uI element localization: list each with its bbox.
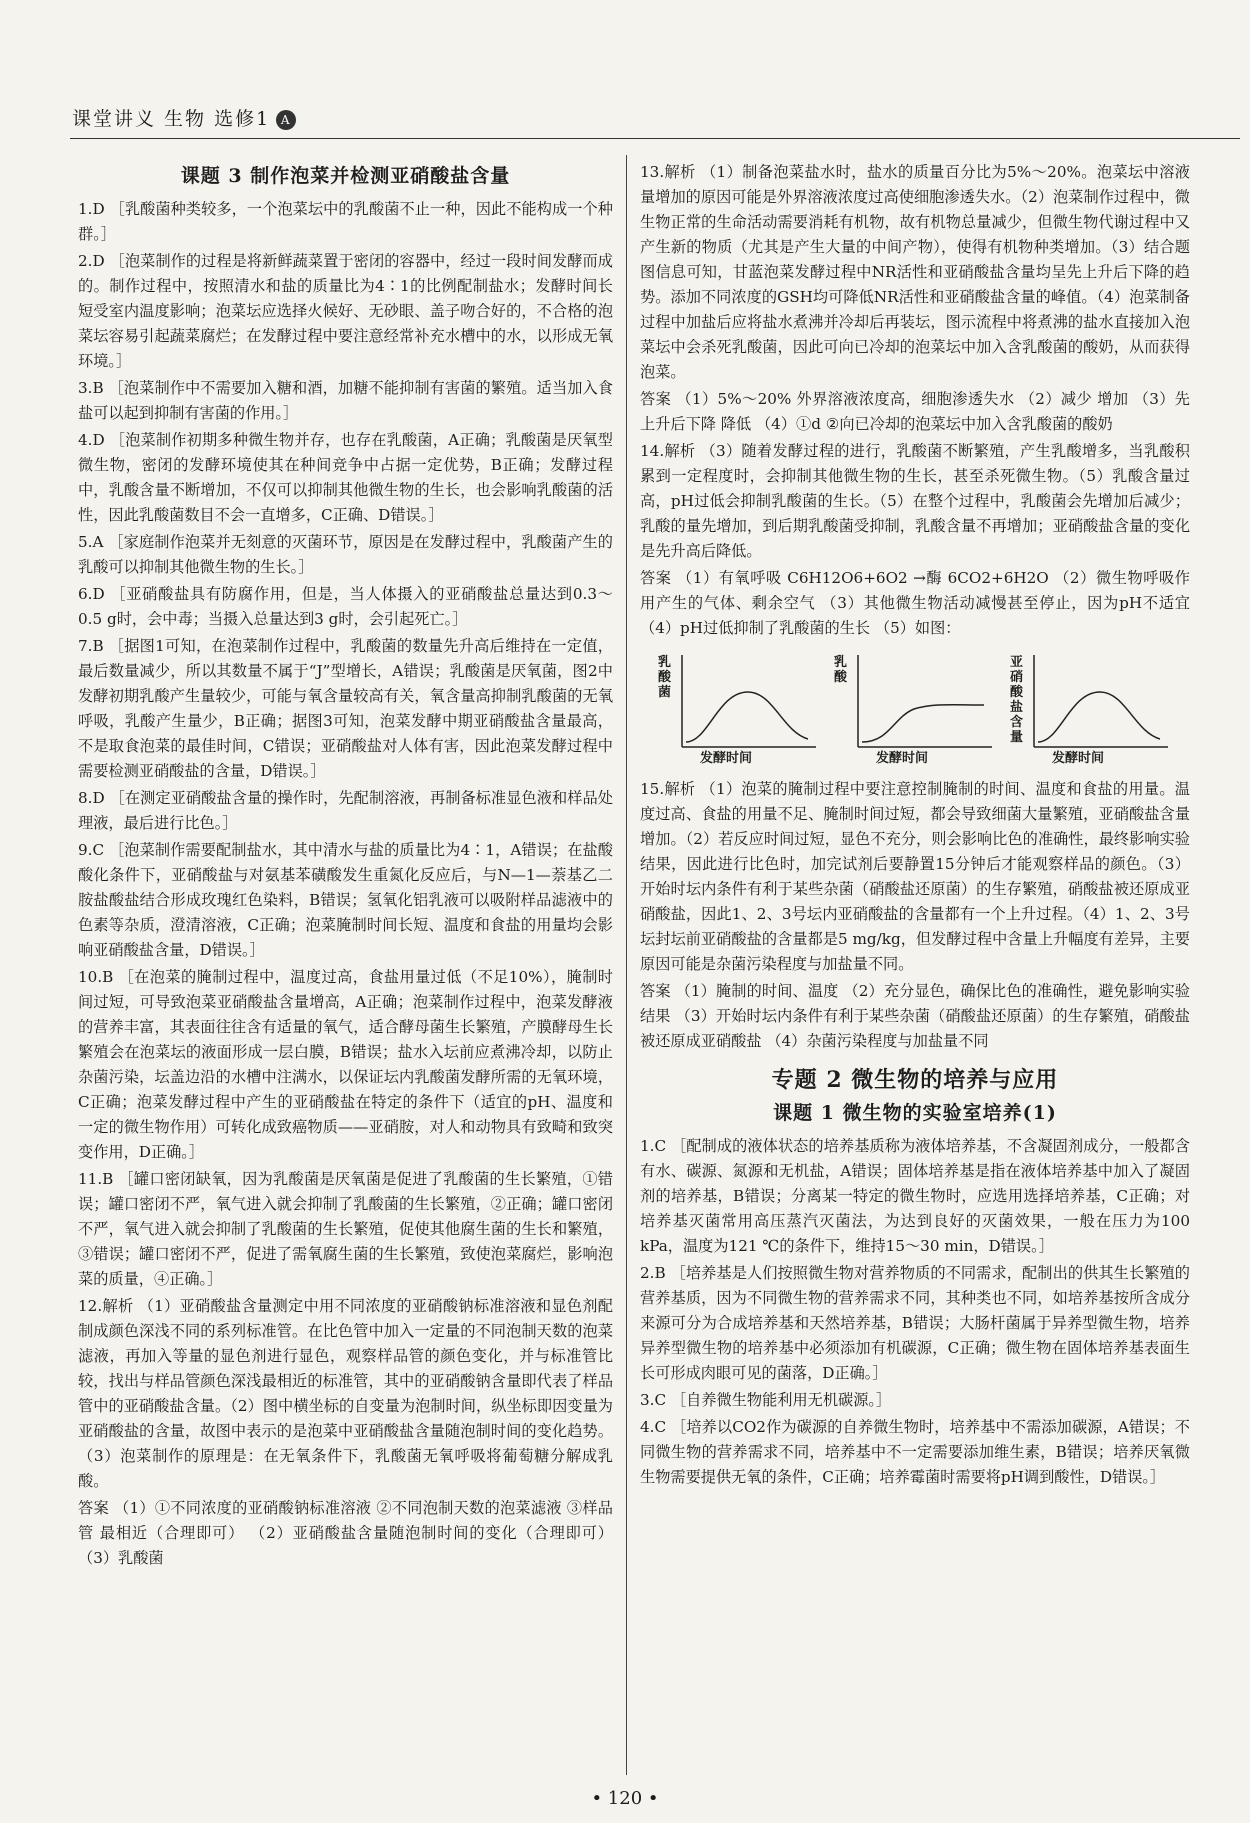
graph-xlabel: 发酵时间 bbox=[876, 751, 929, 766]
answer-item: 14.解析 （3）随着发酵过程的进行，乳酸菌不断繁殖，产生乳酸增多，当乳酸积累到一定程度时，会抑制其他微生物的生长，甚至杀死微生物。（5）乳酸含量过高，pH过低会抑制乳酸菌的生长。（5）在整个过程中，乳酸菌会先增加后减少；乳酸的量先增加，到后期乳酸菌受抑制，乳酸含量不再增加；亚硝酸盐含量的变化是先升高后降低。 bbox=[640, 442, 1190, 560]
answer-item: 2.B ［培养基是人们按照微生物对营养物质的不同需求，配制出的供其生长繁殖的营养基质，因为不同微生物的营养需求不同，其种类也不同，如培养基按所含成分来源可分为合成培养基和天然培养基，B错误；大肠杆菌属于异养型微生物，培养异养型微生物的培养基中必须添加有机碳源，C正确；微生物在固体培养基表面生长可形成肉眼可见的菌落，D正确。］ bbox=[640, 1264, 1190, 1382]
answer-item: 10.B ［在泡菜的腌制过程中，温度过高，食盐用量过低（不足10%），腌制时间过短，可导致泡菜亚硝酸盐含量增高，A正确；泡菜制作过程中，泡菜发酵液的营养丰富，其表面往往含有适量的氧气，适合酵母菌生长繁殖，产膜酵母生长繁殖会在泡菜坛的液面形成一层白膜，B错误；盐水入坛前应煮沸冷却，以防止杂菌污染，坛盖边沿的水槽中注满水，以保证坛内乳酸菌发酵所需的无氧环境，C正确；泡菜发酵过程中产生的亚硝酸盐在特定的条件下（适宜的pH、温度和一定的微生物作用）可转化成致癌物质——亚硝胺，对人和动物具有致畸和致突变作用，D正确。］ bbox=[78, 968, 613, 1161]
answer-item: 答案 （1）有氧呼吸 C6H12O6+6O2 →酶 6CO2+6H2O （2）微生物呼吸作用产生的气体、剩余空气 （3）其他微生物活动减慢甚至停止，因为pH不适宜 （4）pH过低抑制了乳酸菌的生长 （5）如图： bbox=[640, 569, 1190, 637]
answer-item: 答案 （1）①不同浓度的亚硝酸钠标准溶液 ②不同泡制天数的泡菜滤液 ③样品管 最相近（合理即可） （2）亚硝酸盐含量随泡制时间的变化（合理即可） （3）乳酸菌 bbox=[78, 1499, 613, 1567]
graph-axes bbox=[834, 647, 994, 757]
answer-item: 答案 （1）腌制的时间、温度 （2）充分显色，确保比色的准确性，避免影响实验结果 （3）开始时坛内条件有利于某些杂菌（硝酸盐还原菌）的生存繁殖，硝酸盐被还原成亚硝酸盐 （4）杂菌污染程度与加盐量不同 bbox=[640, 982, 1190, 1050]
sketch-graph bbox=[834, 647, 994, 767]
graph-ylabel: 乳酸菌 bbox=[658, 655, 672, 700]
sketch-graph bbox=[658, 647, 818, 767]
answer-item: 2.D ［泡菜制作的过程是将新鲜蔬菜置于密闭的容器中，经过一段时间发酵而成的。制作过程中，按照清水和盐的质量比为4∶1的比例配制盐水；发酵时间长短受室内温度影响；泡菜坛应选择火候好、无砂眼、盖子吻合好的，不合格的泡菜坛容易引起蔬菜腐烂；在发酵过程中要注意经常补充水槽中的水，以形成无氧环境。］ bbox=[78, 252, 613, 370]
answer-item: 6.D ［亚硝酸盐具有防腐作用，但是，当人体摄入的亚硝酸盐总量达到0.3～0.5 g时，会中毒；当摄入总量达到3 g时，会引起死亡。］ bbox=[78, 585, 613, 628]
header-text: 课堂讲义 生物 选修1 bbox=[72, 108, 271, 130]
answer-item: 3.B ［泡菜制作中不需要加入糖和酒，加糖不能抑制有害菌的繁殖。适当加入食盐可以起到抑制有害菌的作用。］ bbox=[78, 379, 613, 422]
graph-ylabel: 亚硝酸盐含量 bbox=[1010, 655, 1024, 745]
answer-item: 13.解析 （1）制备泡菜盐水时，盐水的质量百分比为5%～20%。泡菜坛中溶液量增加的原因可能是外界溶液浓度过高使细胞渗透失水。（2）泡菜制作过程中，微生物正常的生命活动需要消耗有机物，故有机物总量减少，但微生物代谢过程中又产生新的物质（尤其是产生大量的中间产物），使得有机物种类增加。（3）结合题图信息可知，甘蓝泡菜发酵过程中NR活性和亚硝酸盐含量均呈先上升后下降的趋势。添加不同浓度的GSH均可降低NR活性和亚硝酸盐含量的峰值。（4）泡菜制备过程中加盐后应将盐水煮沸并冷却后再装坛，图示流程中将煮沸的盐水直接加入泡菜坛中会杀死乳酸菌，因此可向已冷却的泡菜坛中加入含乳酸菌的酸奶，从而获得泡菜。 bbox=[640, 163, 1190, 381]
left-column bbox=[78, 160, 613, 1573]
answer-item: 15.解析 （1）泡菜的腌制过程中要注意控制腌制的时间、温度和食盐的用量。温度过高、食盐的用量不足、腌制时间过短，都会导致细菌大量繁殖，亚硝酸盐含量增加。（2）若反应时间过短，显色不充分，则会影响比色的准确性，最终影响实验结果，因此进行比色时，加完试剂后要静置15分钟后才能观察样品的颜色。（3）开始时坛内条件有利于某些杂菌（硝酸盐还原菌）的生存繁殖，硝酸盐被还原成亚硝酸盐，因此1、2、3号坛内亚硝酸盐的含量都有一个上升过程。（4）1、2、3号坛封坛前亚硝酸盐的含量都是5 mg/kg，但发酵过程中含量上升幅度有差异，主要原因可能是杂菌污染程度与加盐量不同。 bbox=[640, 780, 1190, 973]
answer-item: 1.C ［配制成的液体状态的培养基质称为液体培养基，不含凝固剂成分，一般都含有水、碳源、氮源和无机盐，A错误；固体培养基是指在液体培养基中加入了凝固剂的培养基，B错误；分离某一特定的微生物时，应选用选择培养基，C正确；对培养基灭菌常用高压蒸汽灭菌法，为达到良好的灭菌效果，一般在压力为100 kPa，温度为121 ℃的条件下，维持15～30 min，D错误。］ bbox=[640, 1137, 1190, 1255]
graph-ylabel: 乳酸 bbox=[834, 655, 848, 685]
answer-item: 11.B ［罐口密闭缺氧，因为乳酸菌是厌氧菌是促进了乳酸菌的生长繁殖，①错误；罐口密闭不严，氧气进入就会抑制了乳酸菌的生长繁殖，②正确；罐口密闭不严，氧气进入就会抑制了乳酸菌的生长繁殖，促使其他腐生菌的生长和繁殖，③错误；罐口密闭不严，促进了需氧腐生菌的生长繁殖，致使泡菜腐烂，影响泡菜的质量，④正确。］ bbox=[78, 1170, 613, 1288]
sketch-graph bbox=[1010, 647, 1170, 767]
left-section-title: 课题 3 制作泡菜并检测亚硝酸盐含量 bbox=[180, 165, 511, 187]
answer-item: 12.解析 （1）亚硝酸盐含量测定中用不同浓度的亚硝酸钠标准溶液和显色剂配制成颜色深浅不同的系列标准管。在比色管中加入一定量的不同泡制天数的泡菜滤液，再加入等量的显色剂进行显色，观察样品管的颜色变化，并与标准管比较，找出与样品管颜色深浅最相近的标准管，其中的亚硝酸钠含量即代表了样品管中的亚硝酸盐含量。（2）图中横坐标的自变量为泡制时间，纵坐标即因变量为亚硝酸盐的含量，故图中表示的是泡菜中亚硝酸盐含量随泡制时间的变化趋势。（3）泡菜制作的原理是：在无氧条件下，乳酸菌无氧呼吸将葡萄糖分解成乳酸。 bbox=[78, 1297, 613, 1490]
answer-item: 7.B ［据图1可知，在泡菜制作过程中，乳酸菌的数量先升高后维持在一定值，最后数量减少，所以其数量不属于“J”型增长，A错误；乳酸菌是厌氧菌，图2中发酵初期乳酸产生量较少，可能与氧含量较高有关，氧含量高抑制乳酸菌的无氧呼吸，乳酸产生量少，B正确；据图3可知，泡菜发酵中期亚硝酸盐含量最高，不是取食泡菜的最佳时间，C错误；亚硝酸盐对人体有害，因此泡菜发酵过程中需要检测亚硝酸盐的含量，D错误。］ bbox=[78, 637, 613, 780]
answer-item: 4.D ［泡菜制作初期多种微生物并存，也存在乳酸菌，A正确；乳酸菌是厌氧型微生物，密闭的发酵环境使其在种间竞争中占据一定优势，B正确；发酵过程中，乳酸含量不断增加，不仅可以抑制其他微生物的生长，也会影响乳酸菌的活性，因此乳酸菌数目不会一直增多，C正确、D错误。］ bbox=[78, 431, 613, 524]
graph-xlabel: 发酵时间 bbox=[1052, 751, 1105, 766]
graphs-row bbox=[640, 647, 1190, 767]
right-column bbox=[640, 160, 1190, 1492]
header-rule bbox=[70, 138, 1240, 139]
page-header bbox=[72, 104, 296, 131]
graph-axes bbox=[658, 647, 818, 757]
chapter-title: 专题 2 微生物的培养与应用 bbox=[771, 1067, 1059, 1093]
answer-item: 8.D ［在测定亚硝酸盐含量的操作时，先配制溶液，再制备标准显色液和样品处理液，最后进行比色。］ bbox=[78, 789, 613, 832]
column-divider bbox=[626, 155, 627, 1775]
answer-item: 3.C ［自养微生物能利用无机碳源。］ bbox=[640, 1391, 892, 1409]
page-number: • 120 • bbox=[591, 1788, 659, 1809]
edition-badge: A bbox=[276, 110, 296, 130]
answer-item: 答案 （1）5%～20% 外界溶液浓度高，细胞渗透失水 （2）减少 增加 （3）先上升后下降 降低 （4）①d ②向已冷却的泡菜坛中加入含乳酸菌的酸奶 bbox=[640, 390, 1190, 433]
answer-item: 4.C ［培养以CO2作为碳源的自养微生物时，培养基中不需添加碳源，A错误；不同微生物的营养需求不同，培养基中不一定需要添加维生素，B错误；培养厌氧微生物需要提供无氧的条件，C正确；培养霉菌时需要将pH调到酸性，D错误。］ bbox=[640, 1418, 1190, 1486]
graph-xlabel: 发酵时间 bbox=[700, 751, 753, 766]
answer-item: 5.A ［家庭制作泡菜并无刻意的灭菌环节，原因是在发酵过程中，乳酸菌产生的乳酸可以抑制其他微生物的生长。］ bbox=[78, 533, 613, 576]
answer-item: 1.D ［乳酸菌种类较多，一个泡菜坛中的乳酸菌不止一种，因此不能构成一个种群。］ bbox=[78, 200, 613, 243]
answer-item: 9.C ［泡菜制作需要配制盐水，其中清水与盐的质量比为4∶1，A错误；在盐酸酸化条件下，亚硝酸盐与对氨基苯磺酸发生重氮化反应后，与N—1—萘基乙二胺盐酸盐结合形成玫瑰红色染料，B错误；氢氧化铝乳液可以吸附样品滤液中的色素等杂质，澄清溶液，C正确；泡菜腌制时间长短、温度和食盐的用量均会影响亚硝酸盐含量，D错误。］ bbox=[78, 841, 613, 959]
graph-axes bbox=[1010, 647, 1170, 757]
lesson-title: 课题 1 微生物的实验室培养(1) bbox=[773, 1102, 1057, 1124]
